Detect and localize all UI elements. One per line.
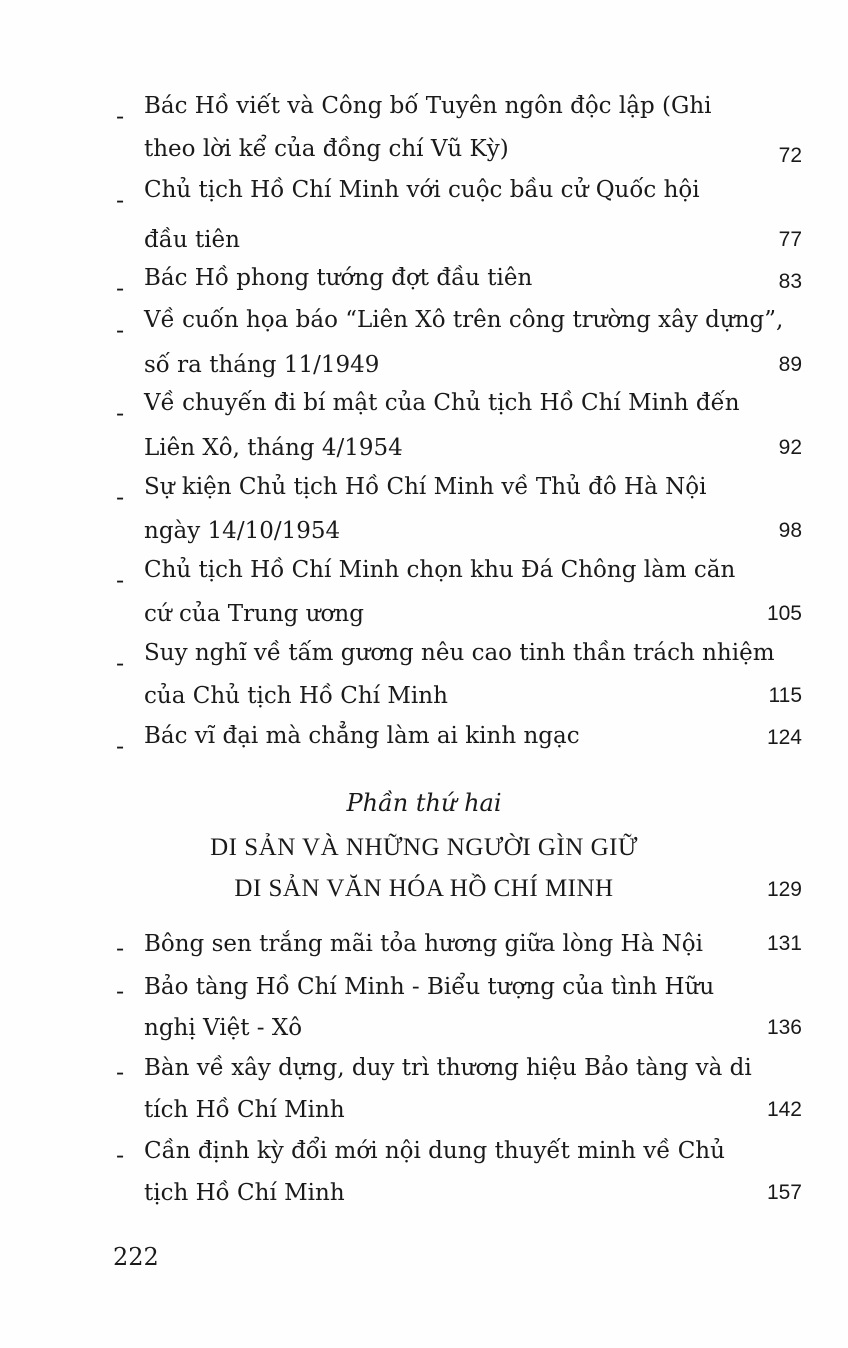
entry-dash: - — [116, 1141, 125, 1169]
entry-dash: - — [116, 102, 125, 130]
entry-title-line: cứ của Trung ương — [144, 601, 364, 627]
entry-title-line: số ra tháng 11/1949 — [144, 352, 380, 378]
entry-page-number: 142 — [766, 1098, 802, 1121]
entry-title-line: Bác Hồ viết và Công bố Tuyên ngôn độc lập (Ghi — [144, 93, 712, 119]
entry-page-number: 105 — [766, 602, 802, 625]
entry-dash: - — [116, 186, 125, 214]
part-title-line: DI SẢN VÀ NHỮNG NGƯỜI GÌN GIỮ — [210, 834, 638, 861]
entry-title-line: Bảo tàng Hồ Chí Minh - Biểu tượng của tình Hữu — [144, 974, 715, 1000]
entry-title-line: nghị Việt - Xô — [144, 1015, 303, 1041]
part-label: Phần thứ hai — [346, 789, 502, 817]
entry-dash: - — [116, 483, 125, 511]
entry-title-line: Về chuyến đi bí mật của Chủ tịch Hồ Chí Minh đến — [144, 390, 740, 416]
part-title-line: DI SẢN VĂN HÓA HỒ CHÍ MINH — [234, 875, 614, 902]
entry-title-line: Bác vĩ đại mà chẳng làm ai kinh ngạc — [144, 723, 580, 749]
entry-dash: - — [116, 649, 125, 677]
entry-title-line: của Chủ tịch Hồ Chí Minh — [144, 683, 448, 709]
entry-title-line: tích Hồ Chí Minh — [144, 1097, 345, 1123]
entry-title-line: tịch Hồ Chí Minh — [144, 1180, 345, 1206]
entry-title-line: Về cuốn họa báo “Liên Xô trên công trường xây dựng”, — [144, 307, 784, 333]
entry-page-number: 115 — [768, 684, 802, 707]
entry-page-number: 92 — [778, 436, 802, 459]
entry-page-number: 131 — [766, 932, 802, 955]
entry-title-line: Suy nghĩ về tấm gương nêu cao tinh thần trách nhiệm — [144, 640, 775, 666]
entry-title-line: đầu tiên — [144, 227, 240, 253]
entry-dash: - — [116, 399, 125, 427]
entry-page-number: 136 — [766, 1016, 802, 1039]
entry-page-number: 157 — [766, 1181, 802, 1204]
entry-title-line: Chủ tịch Hồ Chí Minh với cuộc bầu cử Quốc hội — [144, 177, 700, 203]
entry-dash: - — [116, 274, 125, 302]
entry-dash: - — [116, 732, 125, 760]
entry-dash: - — [116, 977, 125, 1005]
entry-title-line: Liên Xô, tháng 4/1954 — [144, 435, 403, 461]
part-page-number: 129 — [766, 878, 802, 901]
entry-title-line: Bông sen trắng mãi tỏa hương giữa lòng Hà Nội — [144, 931, 703, 957]
page-number: 222 — [113, 1243, 159, 1271]
entry-page-number: 72 — [778, 144, 802, 167]
entry-dash: - — [116, 934, 125, 962]
entry-page-number: 77 — [778, 228, 802, 251]
entry-title-line: Chủ tịch Hồ Chí Minh chọn khu Đá Chông làm căn — [144, 557, 736, 583]
entry-page-number: 89 — [778, 353, 802, 376]
entry-dash: - — [116, 566, 125, 594]
entry-title-line: Bàn về xây dựng, duy trì thương hiệu Bảo tàng và di — [144, 1055, 752, 1081]
entry-title-line: ngày 14/10/1954 — [144, 518, 341, 544]
entry-title-line: Cần định kỳ đổi mới nội dung thuyết minh về Chủ — [144, 1138, 725, 1164]
entry-dash: - — [116, 1058, 125, 1086]
entry-dash: - — [116, 316, 125, 344]
entry-title-line: Bác Hồ phong tướng đợt đầu tiên — [144, 265, 533, 291]
entry-page-number: 98 — [778, 519, 802, 542]
entry-title-line: theo lời kể của đồng chí Vũ Kỳ) — [144, 136, 509, 162]
entry-title-line: Sự kiện Chủ tịch Hồ Chí Minh về Thủ đô Hà Nội — [144, 474, 707, 500]
entry-page-number: 83 — [778, 270, 802, 293]
entry-page-number: 124 — [766, 726, 802, 749]
